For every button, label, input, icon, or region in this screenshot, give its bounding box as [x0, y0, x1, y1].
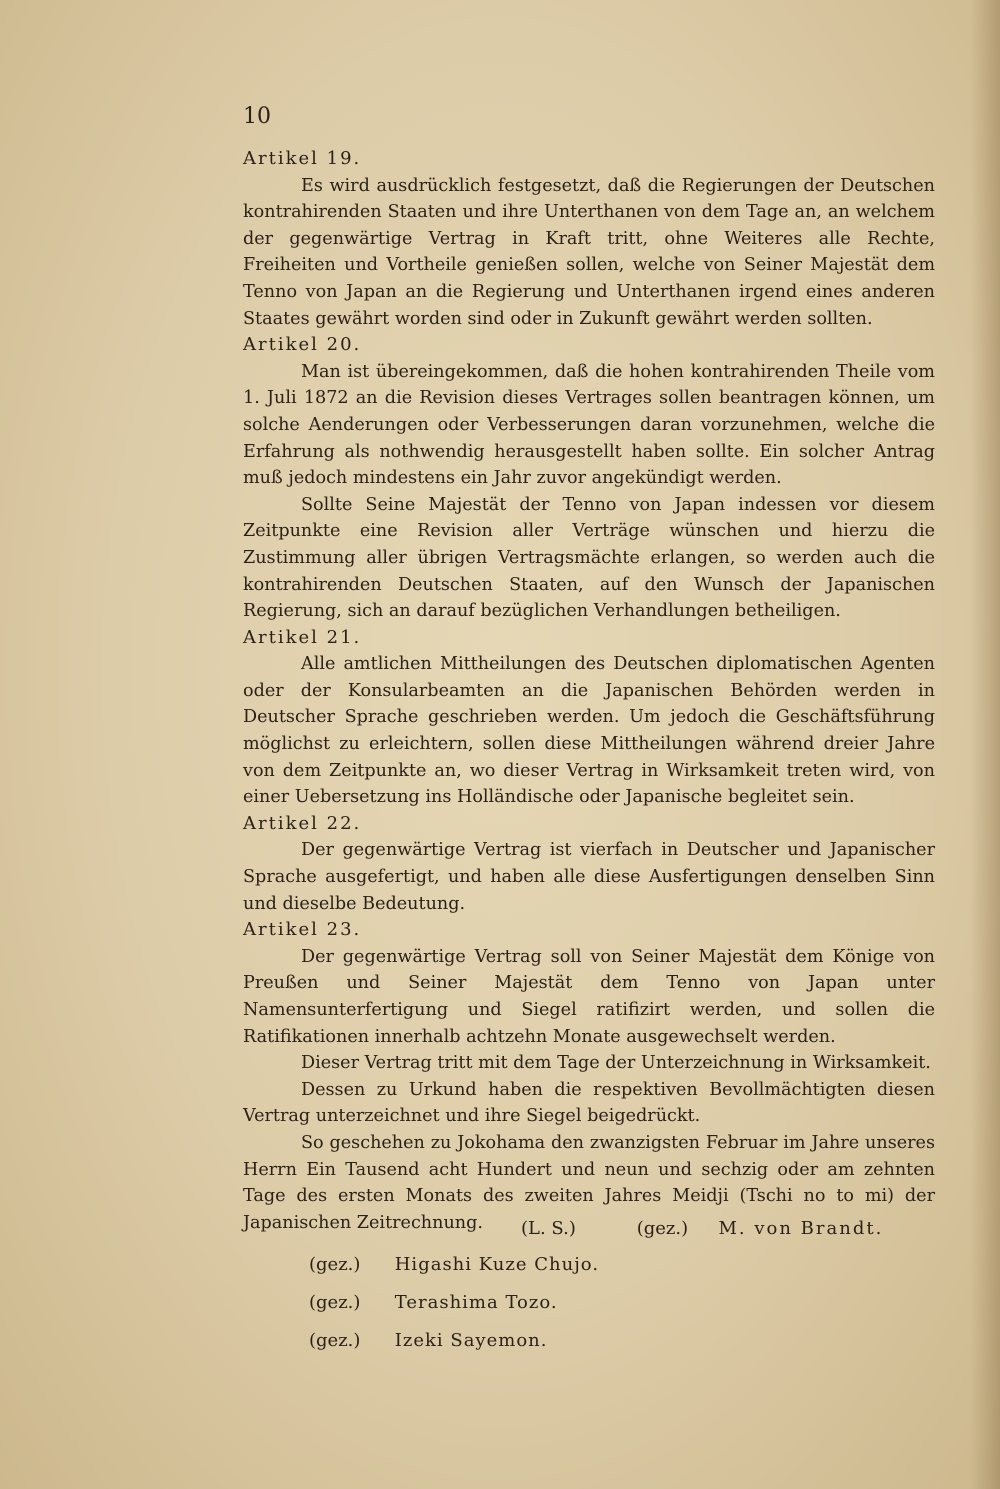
article-paragraph: Dieser Vertrag tritt mit dem Tage der Unterzeichnung in Wirksamkeit.	[301, 1053, 931, 1074]
article-paragraph: Man ist übereingekommen, daß die hohen kontrahirenden Theile vom 1. Juli 1872 an die Revision dieses Vertrages sollen beantragen können, um solche Aenderungen oder Verbesserungen daran vorzunehmen, welche die Erfahrung als nothwendig herausgestellt haben sollte. Ein solcher Antrag muß jedoch mindestens ein Jahr zuvor angekündigt werden.	[243, 361, 935, 489]
gez-mark: (gez.)	[636, 1218, 689, 1239]
article-heading: Artikel 22.	[243, 812, 362, 834]
main-signer-name: M. von Brandt.	[718, 1218, 884, 1239]
article-heading: Artikel 21.	[243, 626, 362, 648]
article-heading: Artikel 23.	[243, 919, 362, 941]
article-paragraph: Dessen zu Urkund haben die respektiven Bevollmächtigten diesen Vertrag unterzeichnet und ihre Siegel beigedrückt.	[243, 1079, 935, 1127]
seal-mark: (L. S.)	[521, 1218, 576, 1239]
main-signature-line	[521, 1218, 935, 1252]
article-paragraph: Der gegenwärtige Vertrag ist vierfach in Deutscher und Japanischer Sprache ausgefertigt, und haben alle diese Ausfertigungen denselben Sinn und dieselbe Bedeutung.	[243, 840, 935, 914]
signer-name: Higashi Kuze Chujo.	[394, 1254, 600, 1275]
signature-block	[243, 1218, 935, 1366]
article-paragraph: Alle amtlichen Mittheilungen des Deutschen diplomatischen Agenten oder der Konsularbeamten an die Japanischen Behörden werden in Deutscher Sprache geschrieben werden. Um jedoch die Geschäftsführung möglichst zu erleichtern, sollen diese Mittheilungen während dreier Jahre von dem Zeitpunkte an, wo dieser Vertrag in Wirksamkeit treten wird, von einer Uebersetzung ins Holländische oder Japanische begleitet sein.	[243, 654, 935, 808]
article-paragraph: Sollte Seine Majestät der Tenno von Japan indessen vor diesem Zeitpunkte eine Revision aller Verträge wünschen und hierzu die Zustimmung aller übrigen Vertragsmächte erlangen, so werden auch die kontrahirenden Deutschen Staaten, auf den Wunsch der Japanischen Regierung, sich an darauf bezüglichen Verhandlungen betheiligen.	[243, 494, 935, 622]
signature-line	[309, 1330, 935, 1366]
gez-mark: (gez.)	[309, 1254, 361, 1275]
article-heading: Artikel 19.	[243, 148, 362, 169]
signer-name: Terashima Tozo.	[394, 1292, 558, 1313]
gez-mark: (gez.)	[309, 1330, 361, 1351]
signature-line	[309, 1254, 935, 1290]
article-paragraph: So geschehen zu Jokohama den zwanzigsten Februar im Jahre unseres Herrn Ein Tausend acht Hundert und neun und sechzig oder am zehnten Tage des ersten Monats des zweiten Jahres Meidji (Tschi no to mi) der Japanischen Zeitrechnung.	[243, 1132, 935, 1233]
article-paragraph: Es wird ausdrücklich festgesetzt, daß die Regierungen der Deutschen kontrahirenden Staaten und ihre Unterthanen von dem Tage an, an welchem der gegenwärtige Vertrag in Kraft tritt, ohne Weiteres alle Rechte, Freiheiten und Vortheile genießen sollen, welche von Seiner Majestät dem Tenno von Japan an die Regierung und Unterthanen irgend eines anderen Staates gewährt worden sind oder in Zukunft gewährt werden sollten.	[243, 175, 935, 329]
signature-line	[309, 1292, 935, 1328]
article-paragraph: Der gegenwärtige Vertrag soll von Seiner Majestät dem Könige von Preußen und Seiner Majestät dem Tenno von Japan unter Namensunterfertigung und Siegel ratifizirt werden, und sollen die Ratifikationen innerhalb achtzehn Monate ausgewechselt werden.	[243, 946, 935, 1047]
treaty-text	[243, 146, 935, 1236]
article-heading: Artikel 20.	[243, 334, 362, 356]
page-edge-shadow	[970, 0, 1000, 1489]
page-number: 10	[243, 104, 271, 129]
signer-name: Izeki Sayemon.	[394, 1330, 548, 1351]
gez-mark: (gez.)	[309, 1292, 361, 1313]
